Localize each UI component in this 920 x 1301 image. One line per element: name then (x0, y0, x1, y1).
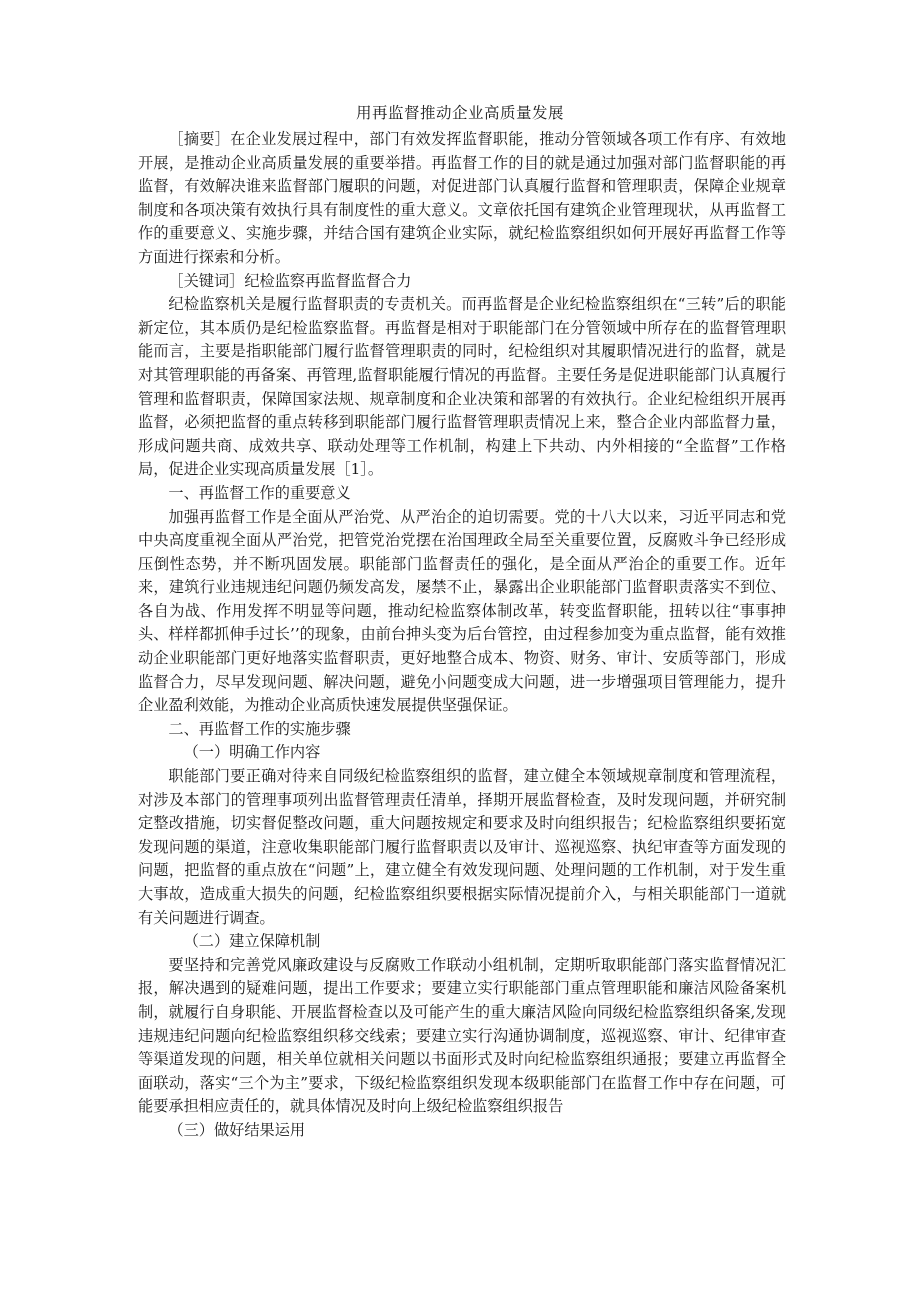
subsection-2-heading: （二）建立保障机制 (183, 932, 321, 951)
document-body (138, 128, 786, 1143)
subsection-3-heading: （三）做好结果运用 (168, 1120, 306, 1139)
subsection-1-heading: （一）明确工作内容 (183, 743, 321, 762)
subsection-1-paragraph: 职能部门要正确对待来自同级纪检监察组织的监督，建立健全本领域规章制度和管理流程，对涉及本部门的管理事项列出监督管理责任清单，择期开展监督检查，及时发现问题，并研究制定整改措施，切实督促整改问题，重大问题按规定和要求及时向组织报告；纪检监察组织要拓宽发现问题的渠道，注意收集职能部门履行监督职责以及审计、巡视巡察、执纪审查等方面发现的问题，把监督的重点放在“问题”上，建立健全有效发现问题、处理问题的工作机制，对于发生重大事故，造成重大损失的问题，纪检监察组织要根据实际情况提前介入，与相关职能部门一道就有关问题进行调查。 (138, 767, 786, 927)
section-1-heading: 一、再监督工作的重要意义 (168, 483, 351, 502)
keywords-paragraph: ［关键词］纪检监察再监督监督合力 (168, 271, 412, 290)
abstract-paragraph: ［摘要］在企业发展过程中，部门有效发挥监督职能，推动分管领域各项工作有序、有效地开展，是推动企业高质量发展的重要举措。再监督工作的目的就是通过加强对部门监督职能的再监督，有效解决谁来监督部门履职的问题，对促进部门认真履行监督和管理职责，保障企业规章制度和各项决策有效执行具有制度性的重大意义。文章依托国有建筑企业管理现状，从再监督工作的重要意义、实施步骤，并结合国有建筑企业实际，就纪检监察组织如何开展好再监督工作等方面进行探索和分析。 (138, 130, 786, 266)
subsection-2-paragraph: 要坚持和完善党风廉政建设与反腐败工作联动小组机制，定期听取职能部门落实监督情况汇报，解决遇到的疑难问题，提出工作要求；要建立实行职能部门重点管理职能和廉洁风险备案机制，就履行自身职能、开展监督检查以及可能产生的重大廉洁风险向同级纪检监察组织备案,发现违规违纪问题向纪检监察组织移交线索；要建立实行沟通协调制度，巡视巡察、审计、纪律审查等渠道发现的问题，相关单位就相关问题以书面形式及时向纪检监察组织通报；要建立再监督全面联动，落实“三个为主”要求，下级纪检监察组织发现本级职能部门在监督工作中存在问题，可能要承担相应责任的，就具体情况及时向上级纪检监察组织报告 (138, 955, 786, 1116)
section-2-heading: 二、再监督工作的实施步骤 (168, 719, 351, 738)
intro-paragraph: 纪检监察机关是履行监督职责的专责机关。而再监督是企业纪检监察组织在“三转”后的职能新定位，其本质仍是纪检监察监督。再监督是相对于职能部门在分管领域中所存在的监督管理职能而言，主要是指职能部门履行监督管理职责的同时，纪检组织对其履职情况进行的监督，就是对其管理职能的再备案、再管理,监督职能履行情况的再监督。主要任务是促进职能部门认真履行管理和监督职责，保障国家法规、规章制度和企业决策和部署的有效执行。企业纪检组织开展再监督，必须把监督的重点转移到职能部门履行监督管理职责情况上来，整合企业内部监督力量，形成问题共商、成效共享、联动处理等工作机制，构建上下共动、内外相接的“全监督”工作格局，促进企业实现高质量发展［1］。 (138, 295, 786, 479)
document-title: 用再监督推动企业高质量发展 (355, 104, 564, 122)
section-1-paragraph: 加强再监督工作是全面从严治党、从严治企的迫切需要。党的十八大以来，习近平同志和党中央高度重视全面从严治党，把管党治党摆在治国理政全局至关重要位置，反腐败斗争已经形成压倒性态势，并不断巩固发展。职能部门监督责任的强化，是全面从严治企的重要工作。近年来，建筑行业违规违纪问题仍频发高发，屡禁不止，暴露出企业职能部门监督职责落实不到位、各自为战、作用发挥不明显等问题，推动纪检监察体制改革，转变监督职能，扭转以往“事事抻头、样样都抓伸手过长’’的现象，由前台抻头变为后台管控，由过程参加变为重点监督，能有效推动企业职能部门更好地落实监督职责，更好地整合成本、物资、财务、审计、安质等部门，形成监督合力，尽早发现问题、解决问题，避免小问题变成大问题，进一步增强项目管理能力，提升企业盈利效能，为推动企业高质快速发展提供坚强保证。 (138, 507, 786, 715)
